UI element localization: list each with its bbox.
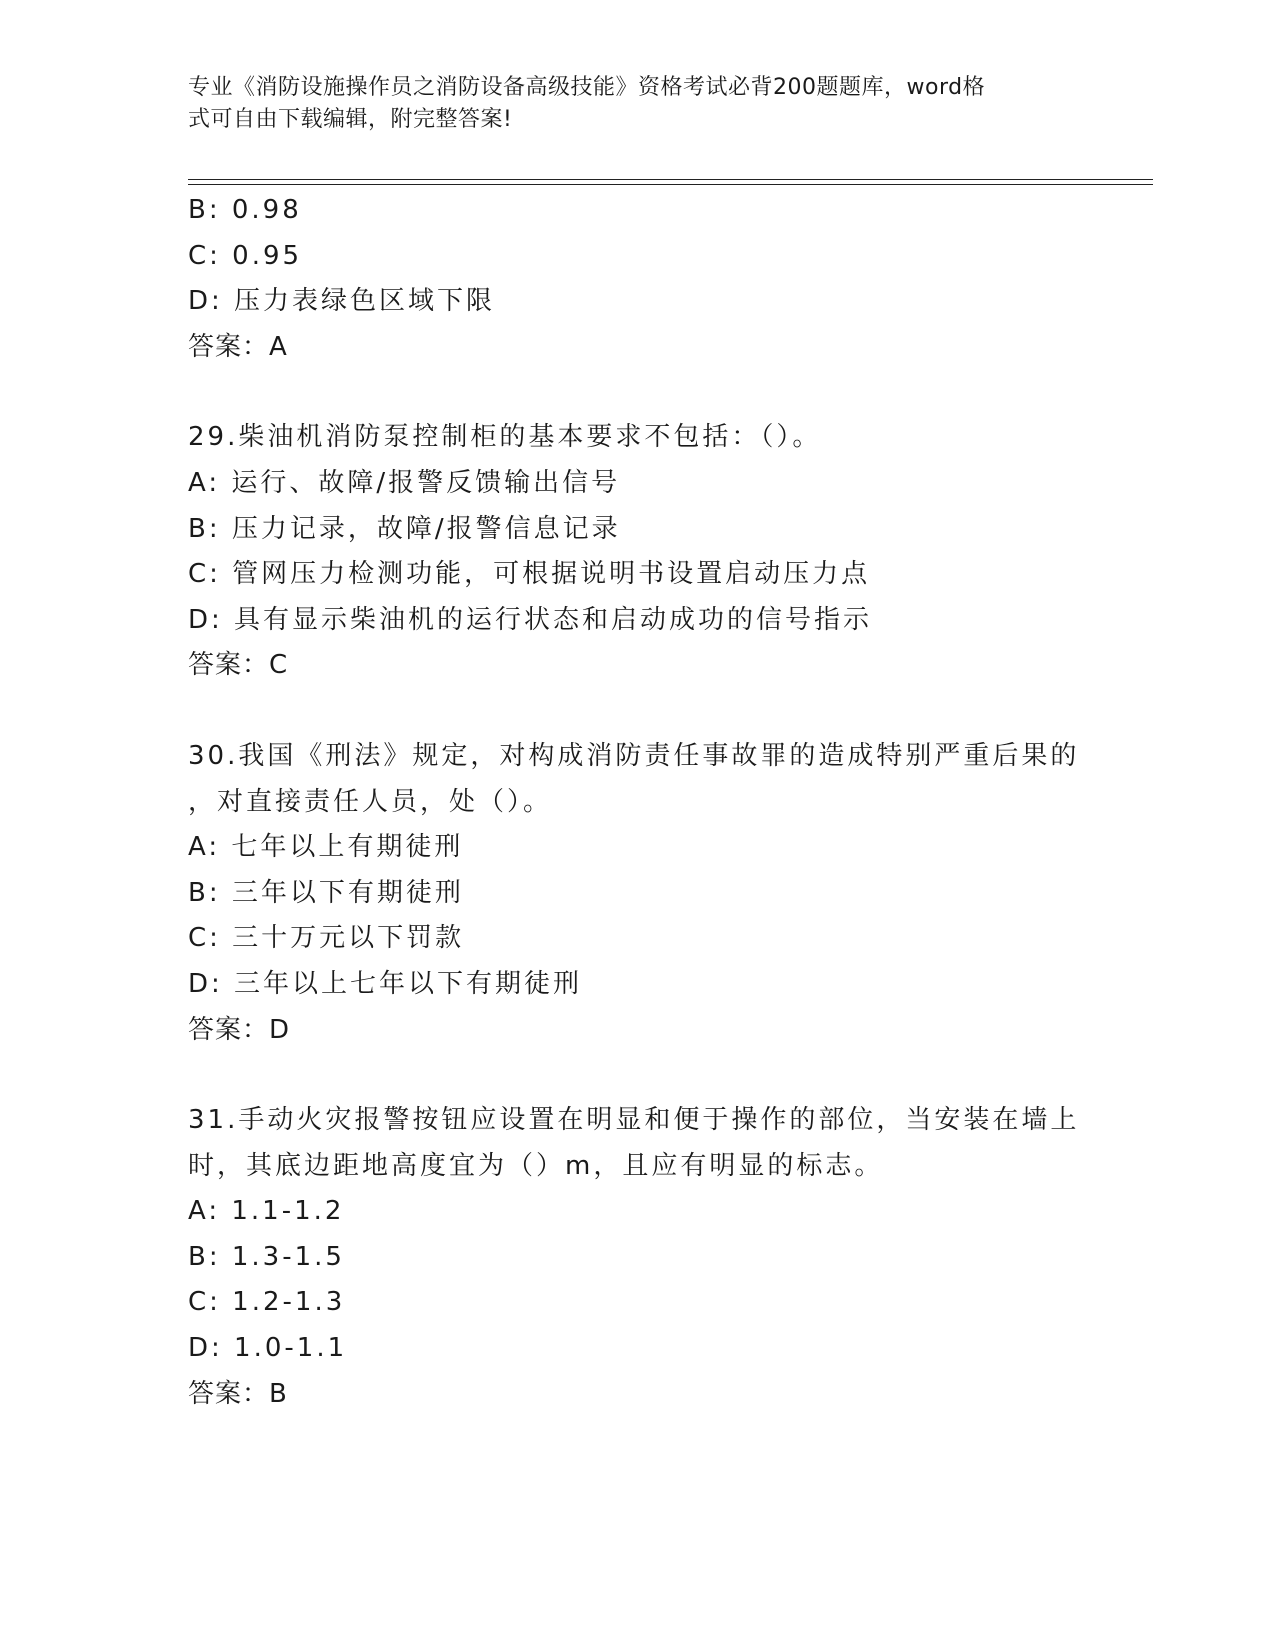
document-header: [188, 72, 1078, 136]
option-c: C: 0.95: [188, 240, 303, 271]
spacer: [188, 1053, 1088, 1098]
option-c: C: 1.2-1.3: [188, 1287, 346, 1318]
option-d: D: 三年以上七年以下有期徒刑: [188, 968, 583, 999]
question-stem-line-2: 时，其底边距地高度宜为（）m，且应有明显的标志。: [188, 1150, 884, 1181]
header-divider-top: [188, 179, 1153, 180]
question-stem-line-2: ，对直接责任人员，处（）。: [188, 786, 553, 817]
answer-line: 答案：D: [188, 1014, 291, 1045]
answer-line: 答案：B: [188, 1378, 288, 1409]
option-a: A: 运行、故障/报警反馈输出信号: [188, 467, 621, 498]
option-b: B: 三年以下有期徒刑: [188, 877, 464, 908]
question-stem-line-1: 31.手动火灾报警按钮应设置在明显和便于操作的部位，当安装在墙上: [188, 1105, 1080, 1136]
option-d: D: 压力表绿色区域下限: [188, 286, 496, 317]
option-a: A: 七年以上有期徒刑: [188, 832, 464, 863]
previous-question-tail: [188, 188, 1088, 370]
question-31: [188, 1098, 1088, 1417]
spacer: [188, 370, 1088, 415]
option-c: C: 三十万元以下罚款: [188, 923, 465, 954]
option-d: D: 1.0-1.1: [188, 1333, 348, 1364]
header-title-line-2: 式可自由下载编辑，附完整答案!: [188, 107, 513, 132]
answer-line: 答案：A: [188, 331, 288, 362]
question-30: [188, 734, 1088, 1053]
header-divider-bottom: [188, 184, 1153, 185]
option-b: B: 压力记录，故障/报警信息记录: [188, 513, 621, 544]
question-29: [188, 415, 1088, 689]
option-a: A: 1.1-1.2: [188, 1196, 345, 1227]
question-stem-line-1: 30.我国《刑法》规定，对构成消防责任事故罪的造成特别严重后果的: [188, 740, 1080, 771]
spacer: [188, 689, 1088, 734]
header-title-line-1: 专业《消防设施操作员之消防设备高级技能》资格考试必背200题题库，word格: [188, 75, 986, 100]
answer-line: 答案：C: [188, 650, 289, 681]
option-d: D: 具有显示柴油机的运行状态和启动成功的信号指示: [188, 604, 873, 635]
question-list: [188, 188, 1088, 1417]
option-c: C: 管网压力检测功能，可根据说明书设置启动压力点: [188, 559, 871, 590]
option-b: B: 0.98: [188, 195, 302, 225]
option-b: B: 1.3-1.5: [188, 1241, 345, 1272]
question-stem: 29.柴油机消防泵控制柜的基本要求不包括：（）。: [188, 422, 822, 453]
